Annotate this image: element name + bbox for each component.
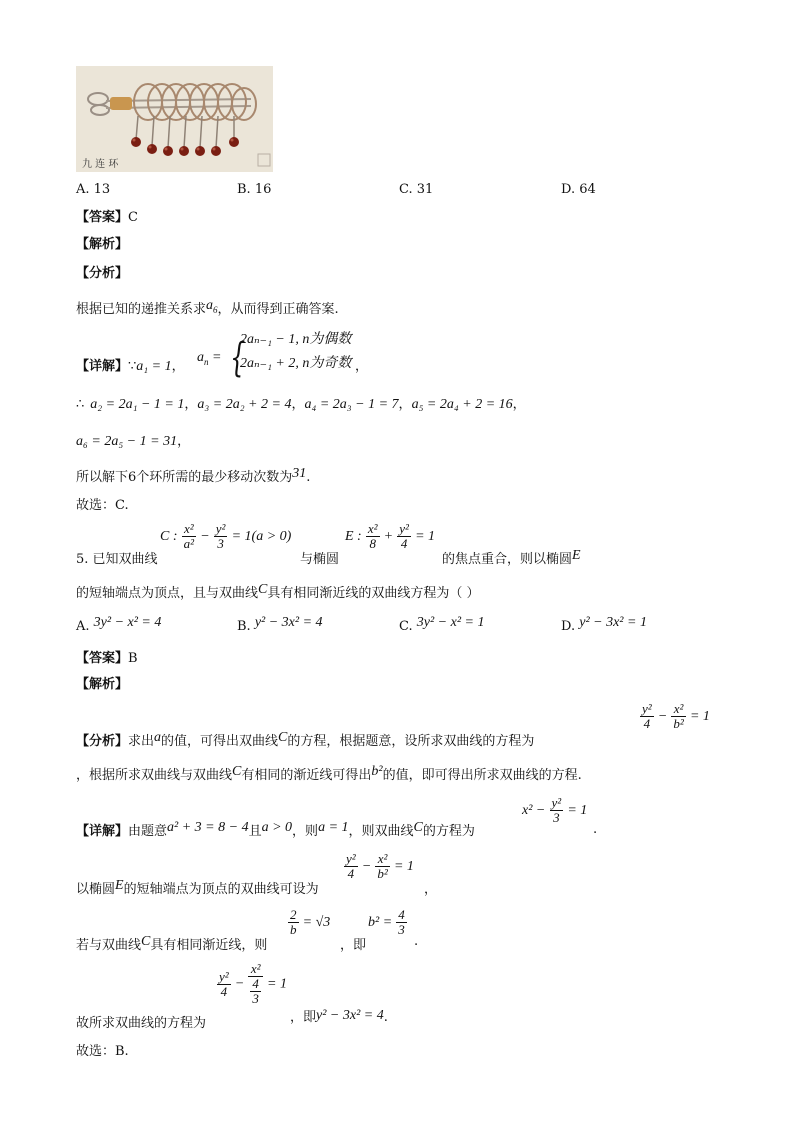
a1-eq: a₁ = 1 <box>136 359 172 374</box>
an-piecewise: $a_n$ = { <box>197 335 246 381</box>
answer-value: B <box>128 651 138 666</box>
opt-b-eq: y² − 3x² = 4 <box>254 615 323 630</box>
because-symbol: ∵ <box>128 359 137 374</box>
frac-x2-b2: $\frac{\text{x²}}{\text{b²}}$ <box>673 701 684 731</box>
detail-text: 若与双曲线 <box>76 938 142 953</box>
conclusion-text: 所以解下6个环所需的最少移动次数为 <box>76 470 293 485</box>
q5-detail-line2: 以椭圆E的短轴端点为顶点的双曲线可设为 <box>76 878 319 897</box>
frac-y2-4: $\frac{\text{y²}}{4}$ <box>346 851 356 881</box>
q5-detail-line4 <box>76 1012 206 1031</box>
comma: ， <box>424 882 438 897</box>
detail-text: 且 <box>248 824 262 839</box>
final-eq: y² − 3x² = 4 <box>316 1008 384 1023</box>
frac-y2-3: $\frac{\text{y²}}{3}$ <box>215 521 226 551</box>
frac-y2-4: $\frac{\text{y²}}{4}$ <box>399 521 409 551</box>
frac-y2-3: $\frac{\text{y²}}{3}$ <box>551 795 562 825</box>
q5-stem-line2: 的短轴端点为顶点，且与双曲线C具有相同渐近线的双曲线方程为（ ） <box>76 582 480 601</box>
frac-y2-4: $\frac{\text{y²}}{4}$ <box>642 701 652 731</box>
frac-x2-b2: $\frac{\text{x²}}{\text{b²}}$ <box>377 851 388 881</box>
frac-x2-4-3: $\frac{\text{x²}}{\frac{4}{3}}$ <box>248 962 263 1006</box>
brace-symbol: { <box>230 335 246 381</box>
conclusion-end: . <box>306 470 311 485</box>
option-c: C. 31 <box>399 182 434 197</box>
q5-option-c: C. 3y² − x² = 1 <box>399 615 485 634</box>
frac-x2-a2: $\frac{\text{x²}}{\text{a²}}$ <box>183 521 195 551</box>
answer-label: 【答案】 <box>76 210 129 225</box>
comma: ， <box>171 359 185 374</box>
q5-detail-line3: 若与双曲线C具有相同渐近线，则 <box>76 934 268 953</box>
opt-a-eq: 3y² − x² = 4 <box>93 615 162 630</box>
fenxi-text: 的值，可得出双曲线 <box>161 734 279 749</box>
fenxi-text: 的值，即可得出所求双曲线的方程. <box>382 768 582 783</box>
q4-answer <box>76 206 138 225</box>
a2-eq: a² + 3 = 8 − 4 <box>167 820 249 835</box>
hyperbola-c-result: x² − $\frac{\text{y²}}{3}$ = 1 <box>522 795 588 825</box>
period: . <box>593 822 598 837</box>
ellipse-e-eq: E : $\frac{\text{x²}}{8}$ + $\frac{\text{y²}}{4}$ = 1 <box>345 521 436 551</box>
fenxi-text: 的方程，根据题意，设所求双曲线的方程为 <box>287 734 535 749</box>
q5-analysis-label: 【解析】 <box>76 677 129 692</box>
stem-line2b-text: 具有相同渐近线的双曲线方程为（ ） <box>267 586 480 601</box>
hyperbola-form-2: $\frac{\text{y²}}{4}$ − $\frac{\text{x²}}{\text{b²}}$ = 1 <box>346 851 414 881</box>
detail-text: ，则双曲线 <box>348 824 414 839</box>
an-case-1: 2aₙ₋₁ − 1, n为偶数 <box>240 332 352 347</box>
detail-text: 的短轴端点为顶点的双曲线可设为 <box>123 882 319 897</box>
a3-eq: a₃ = 2a₂ + 2 = 4 <box>197 397 292 412</box>
q5-detail-line1: 【详解】由题意a² + 3 = 8 − 4且a > 0，则a = 1，则双曲线C的方程为 <box>76 820 475 839</box>
option-a: A. 13 <box>76 182 111 197</box>
fenxi-text-part2: ，从而得到正确答案. <box>217 302 339 317</box>
comma: ， <box>177 434 191 449</box>
q5-detail-line3b: ，即 <box>340 938 367 953</box>
detail-text: 由题意 <box>128 824 168 839</box>
opt-c-eq: 3y² − x² = 1 <box>416 615 485 630</box>
comma: ， <box>291 397 305 412</box>
detail-text: 以椭圆 <box>76 882 116 897</box>
fenxi-label: 【分析】 <box>76 266 129 281</box>
detail-text: 具有相同渐近线，则 <box>150 938 268 953</box>
q5-detail-line4b: ，即y² − 3x² = 4. <box>290 1008 388 1025</box>
a6-eq: a₆ = 2a₅ − 1 = 31 <box>76 434 178 449</box>
detail-text: 的方程为 <box>422 824 475 839</box>
detail-label: 【详解】 <box>76 824 129 839</box>
comma-2: ， <box>355 359 369 374</box>
b2-value: b² = $\frac{4}{3}$ <box>368 907 405 937</box>
image-caption: 九 连 环 <box>82 159 119 170</box>
comma: ， <box>184 397 198 412</box>
a5-eq: a₅ = 2a₄ + 2 = 16 <box>411 397 513 412</box>
a-positive: a > 0 <box>261 820 293 835</box>
q5-option-d: D. y² − 3x² = 1 <box>561 615 647 634</box>
q5-fenxi-line1: 【分析】求出a的值，可得出双曲线C的方程，根据题意，设所求双曲线的方程为 <box>76 730 535 749</box>
answer-value: C <box>128 210 138 225</box>
period: . <box>414 934 419 949</box>
q4-conclusion <box>76 466 310 485</box>
fenxi-hyperbola-form: $\frac{\text{y²}}{4}$ − $\frac{\text{x²}}{\text{b²}}$ = 1 <box>642 701 710 731</box>
q5-choose: 故选：B. <box>76 1044 129 1059</box>
comma: ， <box>398 397 412 412</box>
an-case-2: 2aₙ₋₁ + 2, n为奇数 <box>240 356 352 371</box>
conclusion-value: 31 <box>292 466 307 481</box>
option-b: B. 16 <box>237 182 272 197</box>
q5-stem-part1: 5. 已知双曲线 <box>76 552 158 567</box>
detail-text: ，则 <box>292 824 319 839</box>
detail-text: 故所求双曲线的方程为 <box>76 1016 207 1031</box>
analysis-label: 【解析】 <box>76 237 129 252</box>
a2-eq: a₂ = 2a₁ − 1 = 1 <box>90 397 185 412</box>
hyperbola-c-eq: C : $\frac{\text{x²}}{\text{a²}}$ − $\frac{\text{y²}}{3}$ = 1(a > 0) <box>160 521 292 551</box>
a4-eq: a₄ = 2a₃ − 1 = 7 <box>304 397 399 412</box>
fenxi-text-part1: 根据已知的递推关系求 <box>76 302 207 317</box>
stem-line2-text: 的短轴端点为顶点，且与双曲线 <box>76 586 259 601</box>
q4-a6-line <box>76 430 190 450</box>
frac-x2-8: $\frac{\text{x²}}{8}$ <box>367 521 378 551</box>
fenxi-label: 【分析】 <box>76 734 129 749</box>
q5-option-a: A. 3y² − x² = 4 <box>76 615 162 634</box>
q4-detail-line <box>76 355 185 375</box>
frac-4-3: $\frac{4}{3}$ <box>398 907 405 937</box>
a6-symbol: $a_6$ <box>206 298 218 315</box>
q5-option-b: B. y² − 3x² = 4 <box>237 615 323 634</box>
opt-d-eq: y² − 3x² = 1 <box>579 615 647 630</box>
nine-rings-image <box>76 66 273 172</box>
asymptote-eq: $\frac{2}{b}$ = √3 <box>290 907 331 937</box>
q5-answer <box>76 647 138 666</box>
q4-choose: 故选：C. <box>76 498 129 513</box>
q5-fenxi-line2: ，根据所求双曲线与双曲线C有相同的渐近线可得出b²的值，即可得出所求双曲线的方程. <box>76 764 582 783</box>
detail-label: 【详解】 <box>76 359 129 374</box>
q4-fenxi-text <box>76 298 339 317</box>
detail-text: ，即 <box>290 1010 317 1025</box>
option-d: D. 64 <box>561 182 596 197</box>
q5-stem-part2: 与椭圆 <box>300 552 340 567</box>
a-value: a = 1 <box>318 820 349 835</box>
therefore-symbol: ∴ <box>76 397 85 412</box>
final-hyperbola-frac: $\frac{\text{y²}}{4}$ − $\frac{\text{x²}}{\frac{4}{3}}$ = 1 <box>219 961 287 1006</box>
q5-stem-part3: 的焦点重合，则以椭圆E <box>442 548 581 567</box>
fenxi-text: 求出 <box>128 734 155 749</box>
answer-label: 【答案】 <box>76 651 129 666</box>
stem-text: 的焦点重合，则以椭圆 <box>442 552 573 567</box>
fenxi-text: 有相同的渐近线可得出 <box>241 768 372 783</box>
comma: ， <box>512 397 526 412</box>
q4-chain-line <box>76 393 526 413</box>
fenxi-text: ，根据所求双曲线与双曲线 <box>76 768 233 783</box>
frac-2-b: $\frac{2}{b}$ <box>290 907 297 937</box>
frac-y2-4: $\frac{\text{y²}}{4}$ <box>219 968 229 999</box>
